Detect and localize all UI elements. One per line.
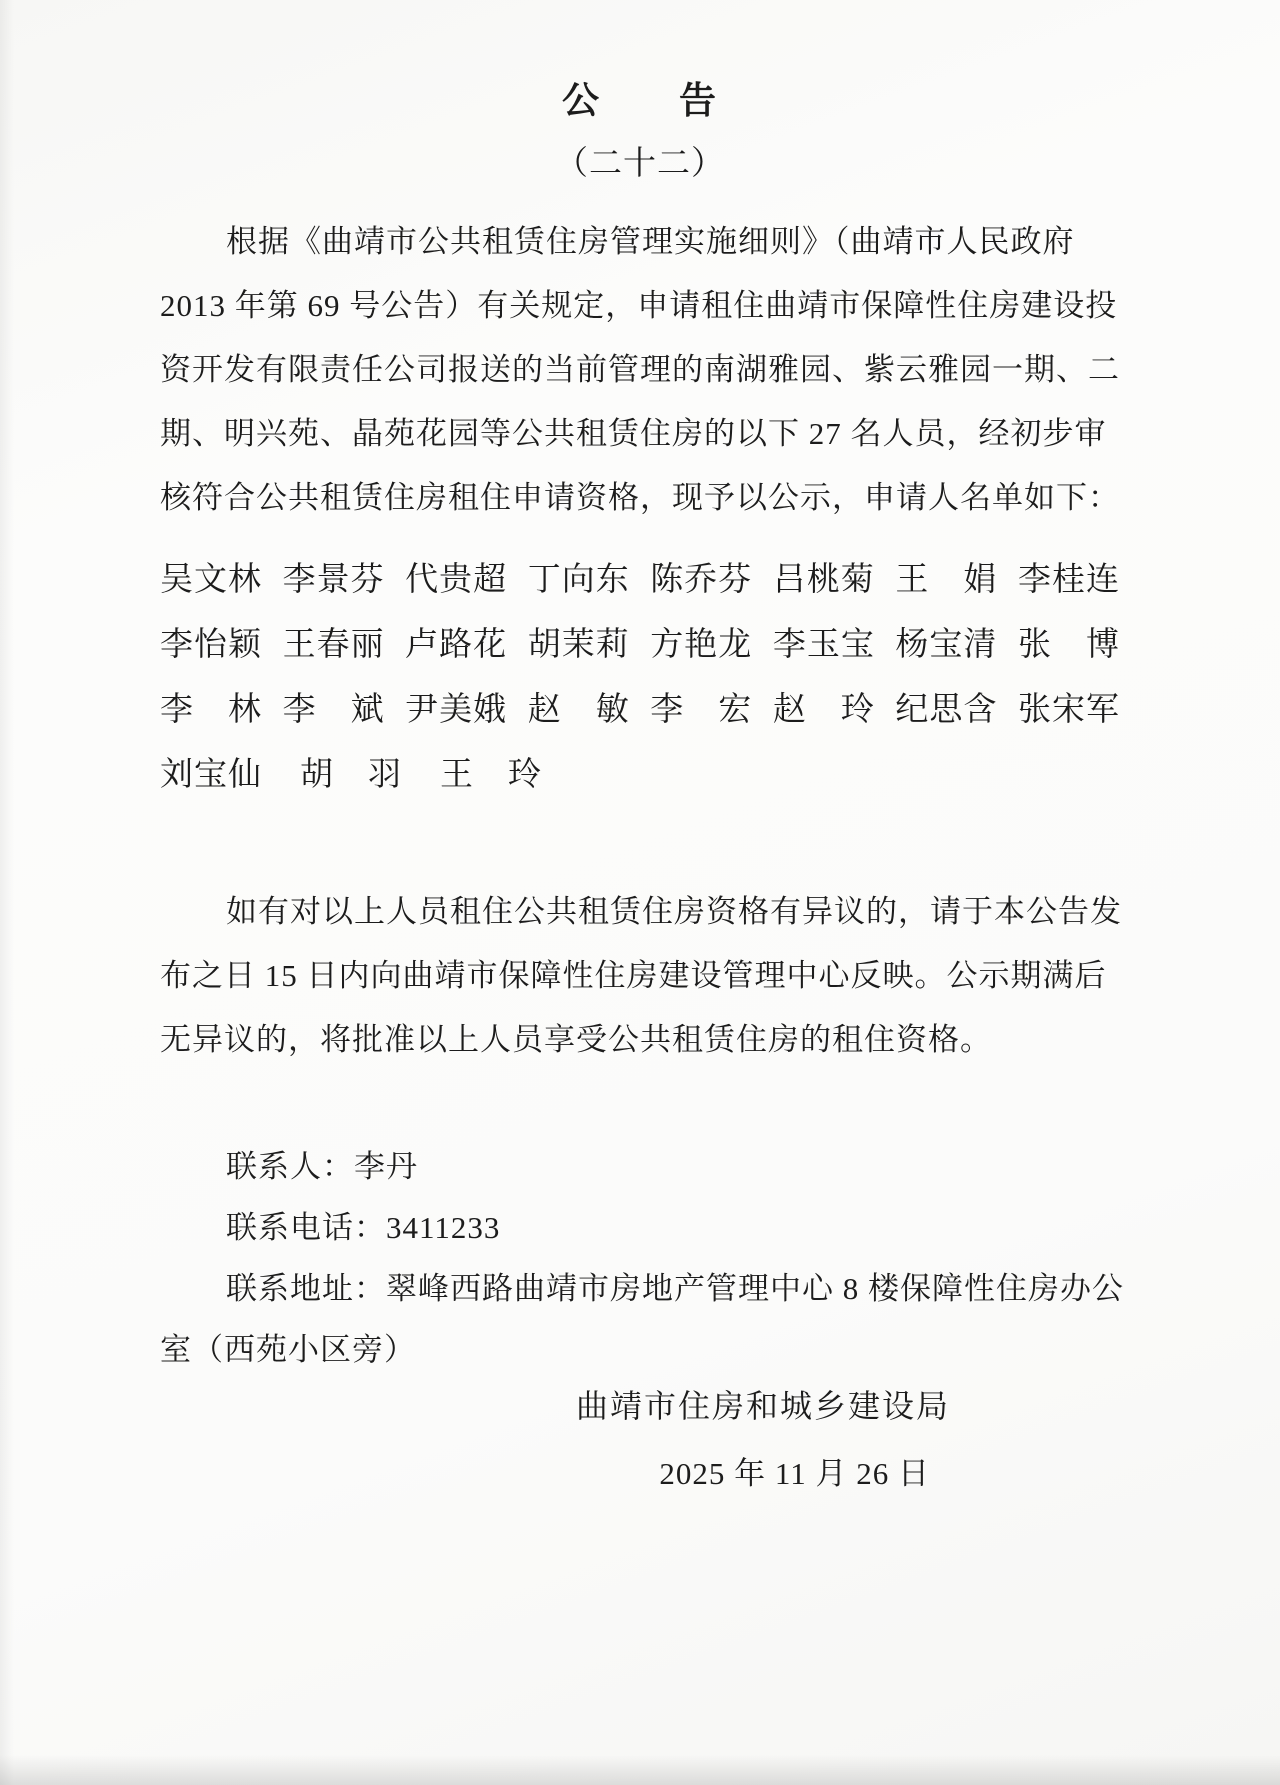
applicant-name: 李玉宝: [772, 627, 875, 663]
contact-info-block: [160, 1136, 1124, 1380]
applicant-name: 吴文林: [160, 562, 262, 598]
notice-line: 无异议的，将批准以上人员享受公共租赁住房的租住资格。: [160, 1022, 992, 1057]
intro-line: 核符合公共租赁住房租住申请资格，现予以公示，申请人名单如下：: [160, 480, 1120, 515]
applicant-name: 刘宝仙: [160, 757, 262, 793]
applicant-row: [160, 678, 1120, 743]
intro-line: 2013 年第 69 号公告）有关规定，申请租住曲靖市保障性住房建设投: [160, 288, 1118, 323]
signature-block: [160, 1384, 1120, 1496]
applicant-name: 王 娟: [895, 562, 998, 598]
contact-person-line: 联系人：李丹: [226, 1149, 418, 1184]
applicant-name: 陈乔芬: [650, 562, 753, 598]
applicant-name: 李 宏: [650, 692, 753, 728]
intro-line: 期、明兴苑、晶苑花园等公共租赁住房的以下 27 名人员，经初步审: [160, 416, 1107, 451]
applicant-name: 胡茉莉: [527, 627, 630, 663]
contact-address-line: 联系地址：翠峰西路曲靖市房地产管理中心 8 楼保障性住房办公: [226, 1271, 1124, 1306]
applicant-row: [160, 613, 1120, 678]
applicant-name: 王 玲: [440, 757, 542, 793]
applicant-name: 赵 玲: [772, 692, 875, 728]
notice-line: 布之日 15 日内向曲靖市保障性住房建设管理中心反映。公示期满后: [160, 958, 1107, 993]
applicant-name: 李 斌: [282, 692, 385, 728]
applicant-name: 李怡颖: [160, 627, 262, 663]
document-number: （二十二）: [555, 146, 725, 182]
applicant-name: 吕桃菊: [772, 562, 875, 598]
applicant-name: 纪思含: [895, 692, 998, 728]
issuing-authority: 曲靖市住房和城乡建设局: [575, 1388, 950, 1424]
notice-line: 如有对以上人员租住公共租赁住房资格有异议的，请于本公告发: [226, 894, 1122, 929]
applicant-name: 张 博: [1017, 627, 1120, 663]
objection-notice-paragraph: [160, 880, 1120, 1072]
intro-paragraph: [160, 210, 1120, 530]
issue-date: 2025 年 11 月 26 日: [659, 1456, 930, 1491]
applicant-name: 胡 羽: [300, 757, 402, 793]
applicant-name: 王春丽: [282, 627, 385, 663]
applicant-name: 李景芬: [282, 562, 385, 598]
applicant-name: 杨宝清: [895, 627, 998, 663]
document-title: 公 告: [562, 81, 718, 122]
applicant-name: 李 林: [160, 692, 262, 728]
applicant-name: 尹美娥: [405, 692, 508, 728]
applicant-name: 代贵超: [405, 562, 508, 598]
applicant-name: 卢路花: [405, 627, 508, 663]
applicant-name: 赵 敏: [527, 692, 630, 728]
document-content: [0, 80, 1280, 1496]
contact-address-wrap-line: 室（西苑小区旁）: [160, 1332, 416, 1367]
applicant-name: 方艳龙: [650, 627, 753, 663]
applicant-row: [160, 548, 1120, 613]
applicant-name: 丁向东: [527, 562, 630, 598]
applicant-row: [160, 743, 1120, 808]
applicant-name: 张宋军: [1017, 692, 1120, 728]
contact-phone-line: 联系电话：3411233: [226, 1210, 501, 1245]
applicant-name-list: [160, 548, 1120, 808]
intro-line: 根据《曲靖市公共租赁住房管理实施细则》（曲靖市人民政府: [226, 224, 1075, 259]
intro-line: 资开发有限责任公司报送的当前管理的南湖雅园、紫云雅园一期、二: [160, 352, 1120, 387]
applicant-name: 李桂连: [1017, 562, 1120, 598]
